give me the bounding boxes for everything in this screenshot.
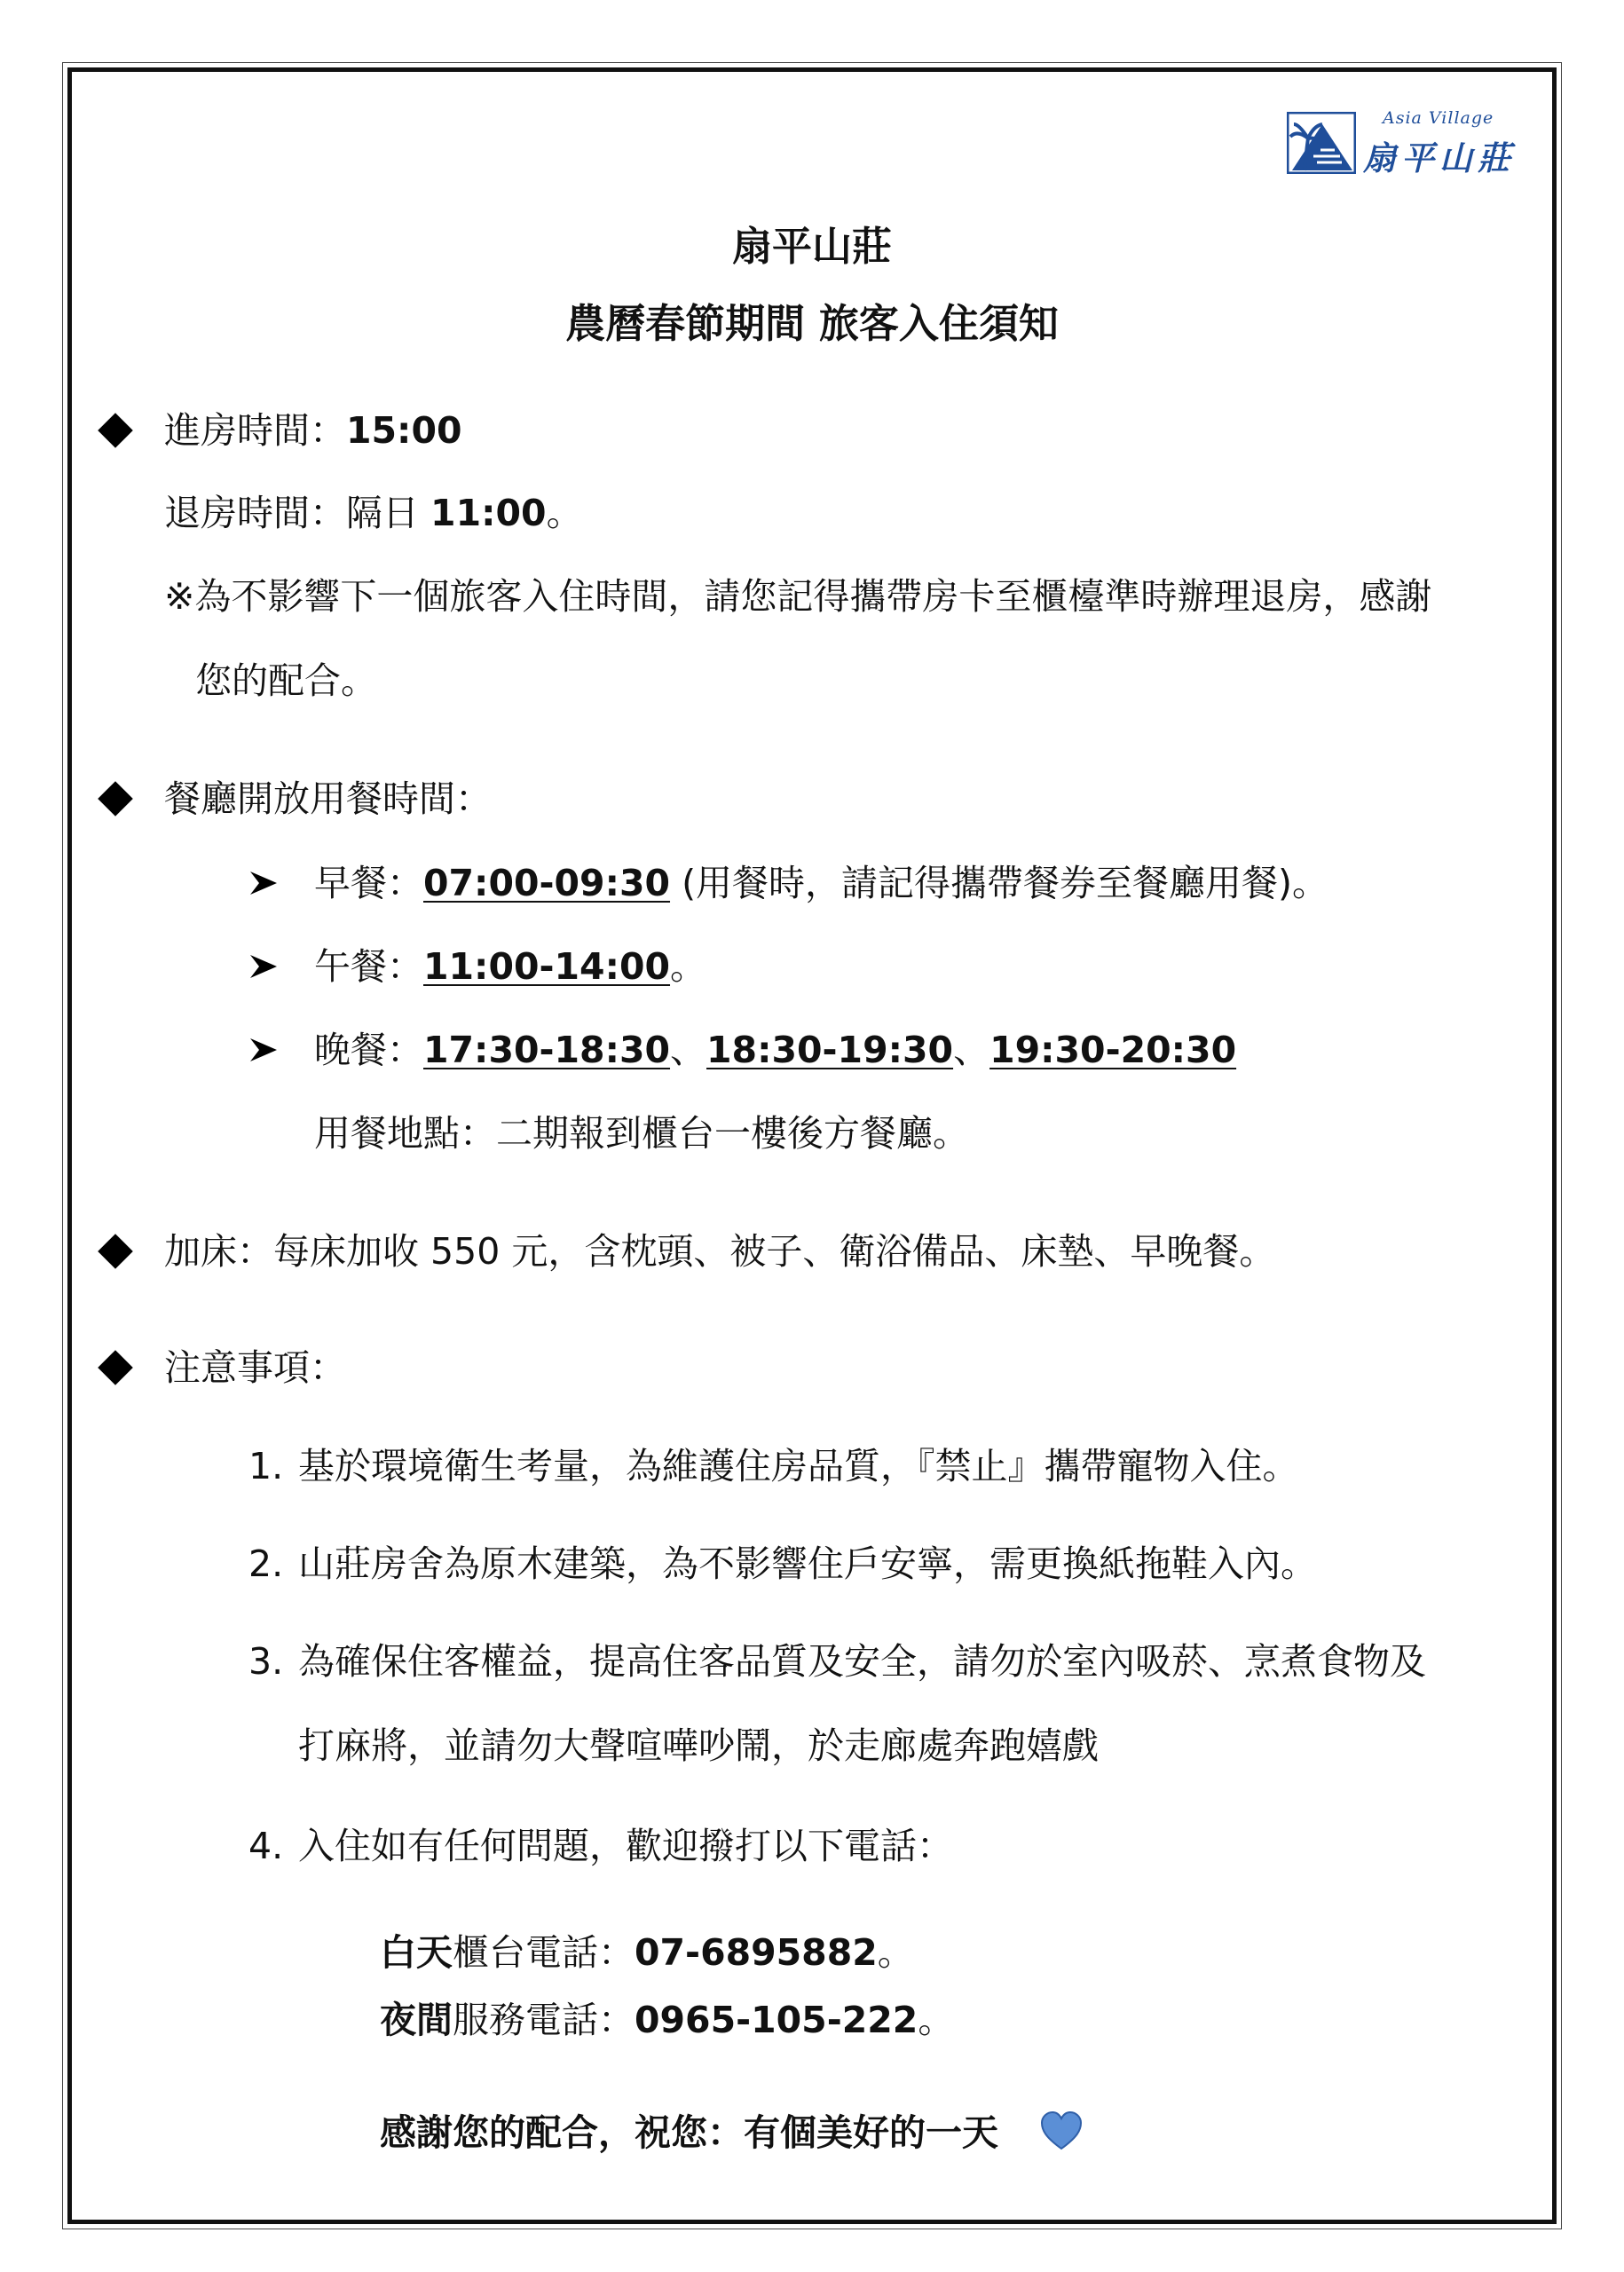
checkout-note-line2: 您的配合。 — [195, 659, 377, 702]
lunch-end: 。 — [670, 945, 707, 988]
dinner-line — [314, 1029, 1237, 1071]
checkout-note-line1: ※為不影響下一個旅客入住時間，請您記得攜帶房卡至櫃檯準時辦理退房，感謝 — [164, 575, 1432, 618]
notes-heading: 注意事項： — [164, 1346, 346, 1389]
dinner-time: 18:30-19:30 — [706, 1029, 954, 1071]
restaurant-heading: 餐廳開放用餐時間： — [164, 777, 492, 820]
logo-chinese-text: 扇平山莊 — [1363, 138, 1516, 178]
night-contact-end: 。 — [918, 1999, 955, 2041]
day-contact-label: 櫃台電話： — [453, 1931, 635, 1974]
page-title: 扇平山莊 — [731, 223, 892, 270]
note-item-4: 入住如有任何問題，歡迎撥打以下電話： — [298, 1825, 953, 1867]
extra-bed-line: 加床：每床加收 550 元，含枕頭、被子、衛浴備品、床墊、早晚餐。 — [164, 1230, 1276, 1273]
blue-heart-icon — [1040, 2110, 1083, 2151]
note-number: 1. — [248, 1445, 284, 1487]
breakfast-time: 07:00-09:30 — [423, 862, 671, 904]
arrow-bullet-icon — [248, 870, 279, 896]
palm-tree-logo-icon — [1287, 112, 1356, 174]
checkin-time-line — [164, 409, 462, 452]
checkout-end: 。 — [546, 492, 583, 534]
day-contact-end: 。 — [877, 1931, 914, 1974]
arrow-bullet-icon — [248, 953, 279, 980]
dinner-time: 19:30-20:30 — [989, 1029, 1237, 1071]
asia-village-logo — [1287, 108, 1518, 178]
arrow-bullet-icon — [248, 1037, 279, 1063]
dinner-label: 晚餐： — [314, 1029, 423, 1071]
checkin-label: 進房時間： — [164, 409, 346, 452]
dinner-separator: 、 — [670, 1029, 707, 1071]
day-contact-line — [380, 1931, 914, 1974]
lunch-time: 11:00-14:00 — [423, 945, 671, 988]
night-contact-bold: 夜間 — [380, 1999, 453, 2041]
checkout-label: 退房時間：隔日 — [164, 492, 431, 534]
note-number: 4. — [248, 1825, 284, 1867]
note-number: 2. — [248, 1542, 284, 1585]
breakfast-note: (用餐時，請記得攜帶餐券至餐廳用餐)。 — [670, 862, 1329, 904]
dinner-time: 17:30-18:30 — [423, 1029, 671, 1071]
note-item-3-line2: 打麻將，並請勿大聲喧嘩吵鬧，於走廊處奔跑嬉戲 — [298, 1724, 1099, 1767]
checkin-time: 15:00 — [346, 409, 462, 452]
night-phone: 0965-105-222 — [635, 1999, 918, 2041]
breakfast-line — [314, 862, 1329, 904]
logo-english-text: Asia Village — [1383, 108, 1494, 128]
note-item-1: 基於環境衛生考量，為維護住房品質，『禁止』攜帶寵物入住。 — [298, 1445, 1299, 1487]
night-contact-label: 服務電話： — [453, 1999, 635, 2041]
dinner-separator: 、 — [953, 1029, 990, 1071]
note-number: 3. — [248, 1640, 284, 1683]
night-contact-line — [380, 1999, 955, 2041]
day-contact-bold: 白天 — [380, 1931, 453, 1974]
breakfast-label: 早餐： — [314, 862, 423, 904]
note-item-2: 山莊房舍為原木建築，為不影響住戶安寧，需更換紙拖鞋入內。 — [298, 1542, 1317, 1585]
checkout-time-line — [164, 492, 583, 534]
note-item-3-line1: 為確保住客權益，提高住客品質及安全，請勿於室內吸菸、烹煮食物及 — [298, 1640, 1426, 1683]
page-subtitle: 農曆春節期間 旅客入住須知 — [565, 300, 1059, 347]
checkout-time: 11:00 — [430, 492, 547, 534]
lunch-line — [314, 945, 707, 988]
thanks-line: 感謝您的配合，祝您：有個美好的一天 — [380, 2111, 998, 2154]
lunch-label: 午餐： — [314, 945, 423, 988]
day-phone: 07-6895882 — [635, 1931, 878, 1974]
restaurant-location: 用餐地點：二期報到櫃台一樓後方餐廳。 — [314, 1112, 969, 1155]
